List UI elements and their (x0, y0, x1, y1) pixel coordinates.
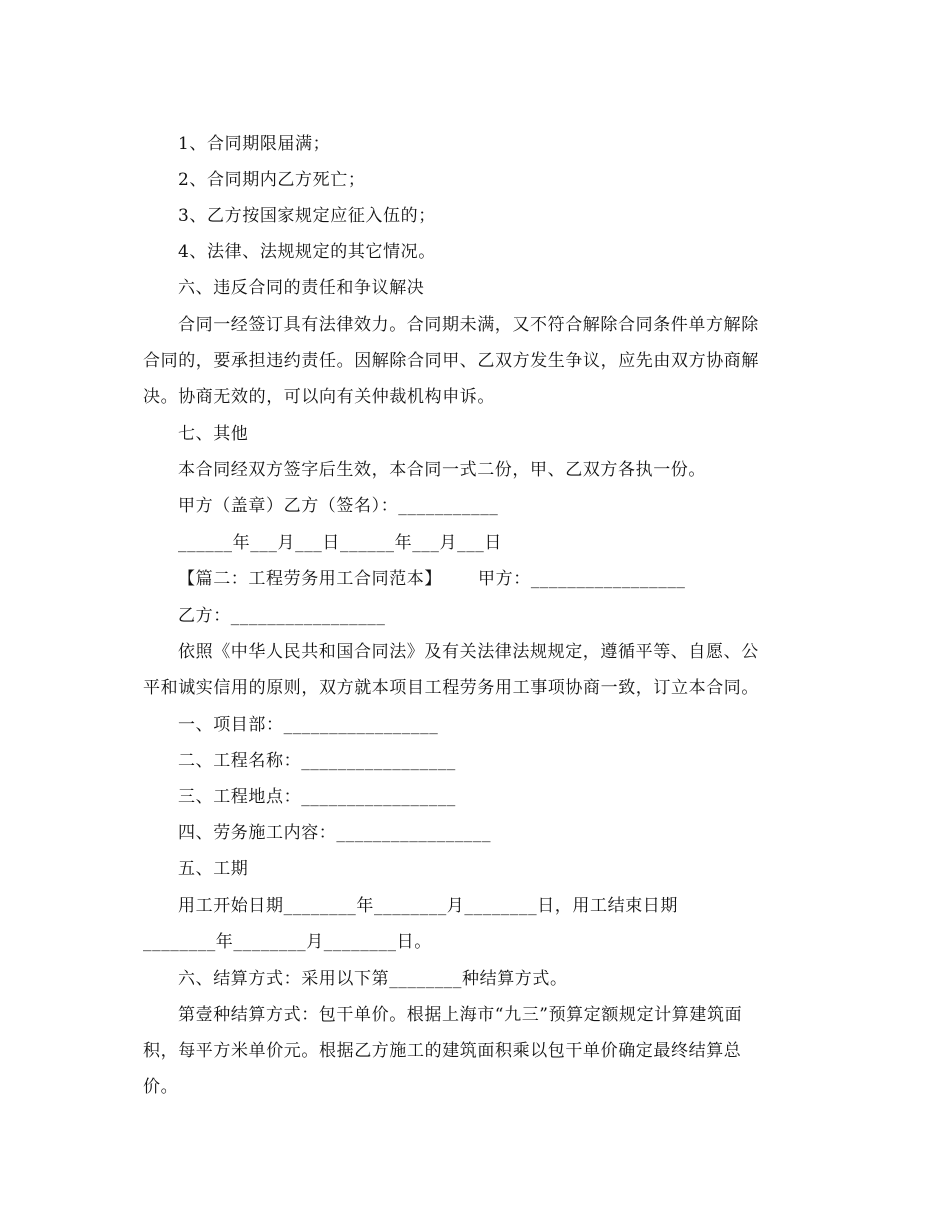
clause-item-2: 2、合同期内乙方死亡； (178, 170, 366, 190)
paragraph-line: 本合同经双方签字后生效，本合同一式二份，甲、乙双方各执一份。 (178, 460, 706, 480)
party-b-line: 乙方：_________________ (178, 606, 386, 626)
signature-line: 甲方（盖章）乙方（签名）：___________ (178, 496, 499, 516)
field-project-name: 二、工程名称：_________________ (178, 751, 456, 771)
paragraph-line: 第壹种结算方式：包干单价。根据上海市“九三”预算定额规定计算建筑面 (178, 1005, 743, 1025)
field-project-dept: 一、项目部：_________________ (178, 715, 439, 735)
field-project-location: 三、工程地点：_________________ (178, 787, 456, 807)
field-labor-content: 四、劳务施工内容：_________________ (178, 823, 492, 843)
clause-item-1: 1、合同期限届满； (178, 134, 331, 154)
paragraph-line: 决。协商无效的，可以向有关仲裁机构申诉。 (143, 387, 495, 407)
section-heading-other: 七、其他 (178, 424, 249, 444)
clause-item-3: 3、乙方按国家规定应征入伍的； (178, 206, 436, 226)
section-heading-liability: 六、违反合同的责任和争议解决 (178, 278, 425, 298)
paragraph-line: 价。 (143, 1077, 179, 1097)
schedule-line: ________年________月________日。 (143, 932, 432, 952)
section-heading-settlement: 六、结算方式：采用以下第________种结算方式。 (178, 969, 568, 989)
clause-item-4: 4、法律、法规规定的其它情况。 (178, 242, 436, 262)
paragraph-line: 平和诚实信用的原则，双方就本项目工程劳务用工事项协商一致，订立本合同。 (143, 678, 759, 698)
paragraph-line: 合同的，要承担违约责任。因解除合同甲、乙双方发生争议，应先由双方协商解 (143, 351, 759, 371)
paragraph-line: 积，每平方米单价元。根据乙方施工的建筑面积乘以包干单价确定最终结算总 (143, 1041, 742, 1061)
date-line: ______年___月___日______年___月___日 (178, 533, 502, 553)
section-heading-schedule: 五、工期 (178, 859, 249, 879)
schedule-line: 用工开始日期________年________月________日，用工结束日期 (178, 896, 678, 916)
paragraph-line: 合同一经签订具有法律效力。合同期未满，又不符合解除合同条件单方解除 (178, 315, 759, 335)
contract-title-line: 【篇二：工程劳务用工合同范本】 甲方：_________________ (178, 569, 686, 589)
paragraph-line: 依照《中华人民共和国合同法》及有关法律法规规定，遵循平等、自愿、公 (178, 642, 759, 662)
